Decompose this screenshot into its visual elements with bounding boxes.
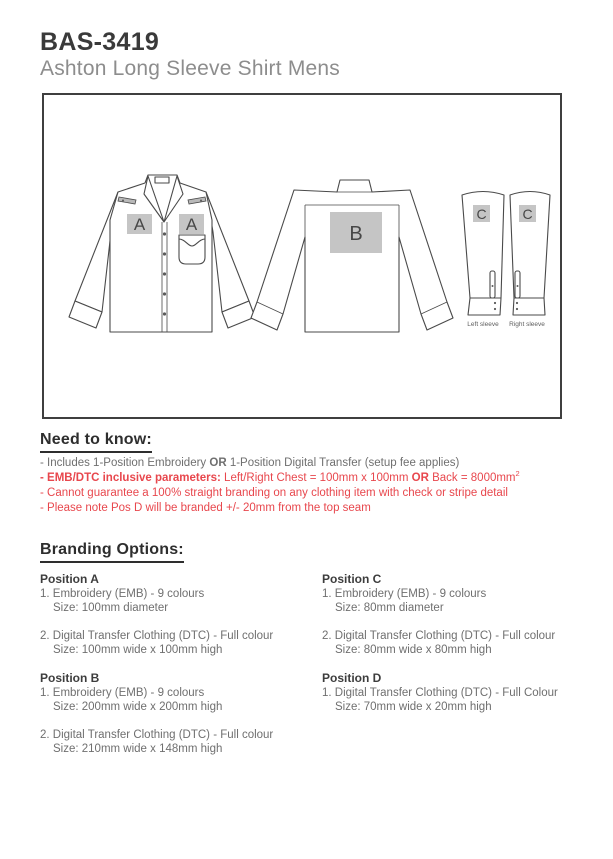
position-b-label: B — [349, 223, 363, 245]
position-b-option-2: 2. Digital Transfer Clothing (DTC) - Full colour Size: 210mm wide x 148mm high — [40, 729, 274, 755]
need-to-know-item-2: - EMB/DTC inclusive parameters: Left/Right Chest = 100mm x 100mm OR Back = $8000mm^2$ — [40, 469, 520, 484]
position-c-right-label: C — [522, 206, 533, 222]
need-to-know-list — [40, 456, 580, 516]
position-c-left-label: C — [476, 206, 487, 222]
product-name: Ashton Long Sleeve Shirt Mens — [40, 57, 340, 80]
position-a-block — [40, 572, 315, 657]
placement-box-front-right — [179, 214, 204, 234]
left-sleeve-diagram — [462, 192, 504, 329]
garment-diagram-box — [42, 93, 562, 419]
position-b-option-1: 1. Embroidery (EMB) - 9 colours Size: 200mm wide x 200mm high — [40, 687, 223, 713]
right-sleeve-caption: Right sleeve — [509, 321, 545, 328]
branding-options-right-column — [322, 572, 602, 728]
position-a-option-2: 2. Digital Transfer Clothing (DTC) - Full colour Size: 100mm wide x 100mm high — [40, 630, 274, 656]
position-c-heading: Position C — [322, 572, 382, 586]
placement-box-back — [330, 212, 382, 253]
garment-diagram — [44, 95, 560, 417]
need-to-know-heading: Need to know: — [40, 431, 152, 453]
position-c-option-1: 1. Embroidery (EMB) - 9 colours Size: 80mm diameter — [322, 588, 487, 614]
need-to-know-item-3: - Cannot guarantee a 100% straight branding on any clothing item with check or stripe detail — [40, 487, 508, 499]
need-to-know-item-4: - Please note Pos D will be branded +/- 20mm from the top seam — [40, 502, 371, 514]
position-c-block — [322, 572, 602, 657]
right-sleeve-diagram — [509, 192, 550, 329]
position-d-option-1: 1. Digital Transfer Clothing (DTC) - Full Colour Size: 70mm wide x 20mm high — [322, 687, 558, 713]
position-d-heading: Position D — [322, 671, 382, 685]
position-a-left-label: A — [133, 215, 146, 234]
position-c-option-2: 2. Digital Transfer Clothing (DTC) - Full colour Size: 80mm wide x 80mm high — [322, 630, 556, 656]
position-a-right-label: A — [185, 215, 198, 234]
branding-options-left-column — [40, 572, 315, 770]
branding-options-heading: Branding Options: — [40, 541, 184, 563]
position-b-block — [40, 671, 315, 756]
back-shirt-diagram — [251, 180, 453, 332]
placement-box-left-sleeve — [473, 205, 490, 222]
left-sleeve-caption: Left sleeve — [467, 321, 499, 328]
position-d-block — [322, 671, 602, 714]
front-shirt-diagram — [69, 175, 255, 332]
placement-box-front-left — [127, 214, 152, 234]
need-to-know-item-1: - Includes 1-Position Embroidery OR 1-Position Digital Transfer (setup fee applies) — [40, 457, 460, 469]
position-a-option-1: 1. Embroidery (EMB) - 9 colours Size: 100mm diameter — [40, 588, 205, 614]
product-sku: BAS-3419 — [40, 28, 160, 56]
placement-box-right-sleeve — [519, 205, 536, 222]
position-b-heading: Position B — [40, 671, 100, 685]
position-a-heading: Position A — [40, 572, 99, 586]
